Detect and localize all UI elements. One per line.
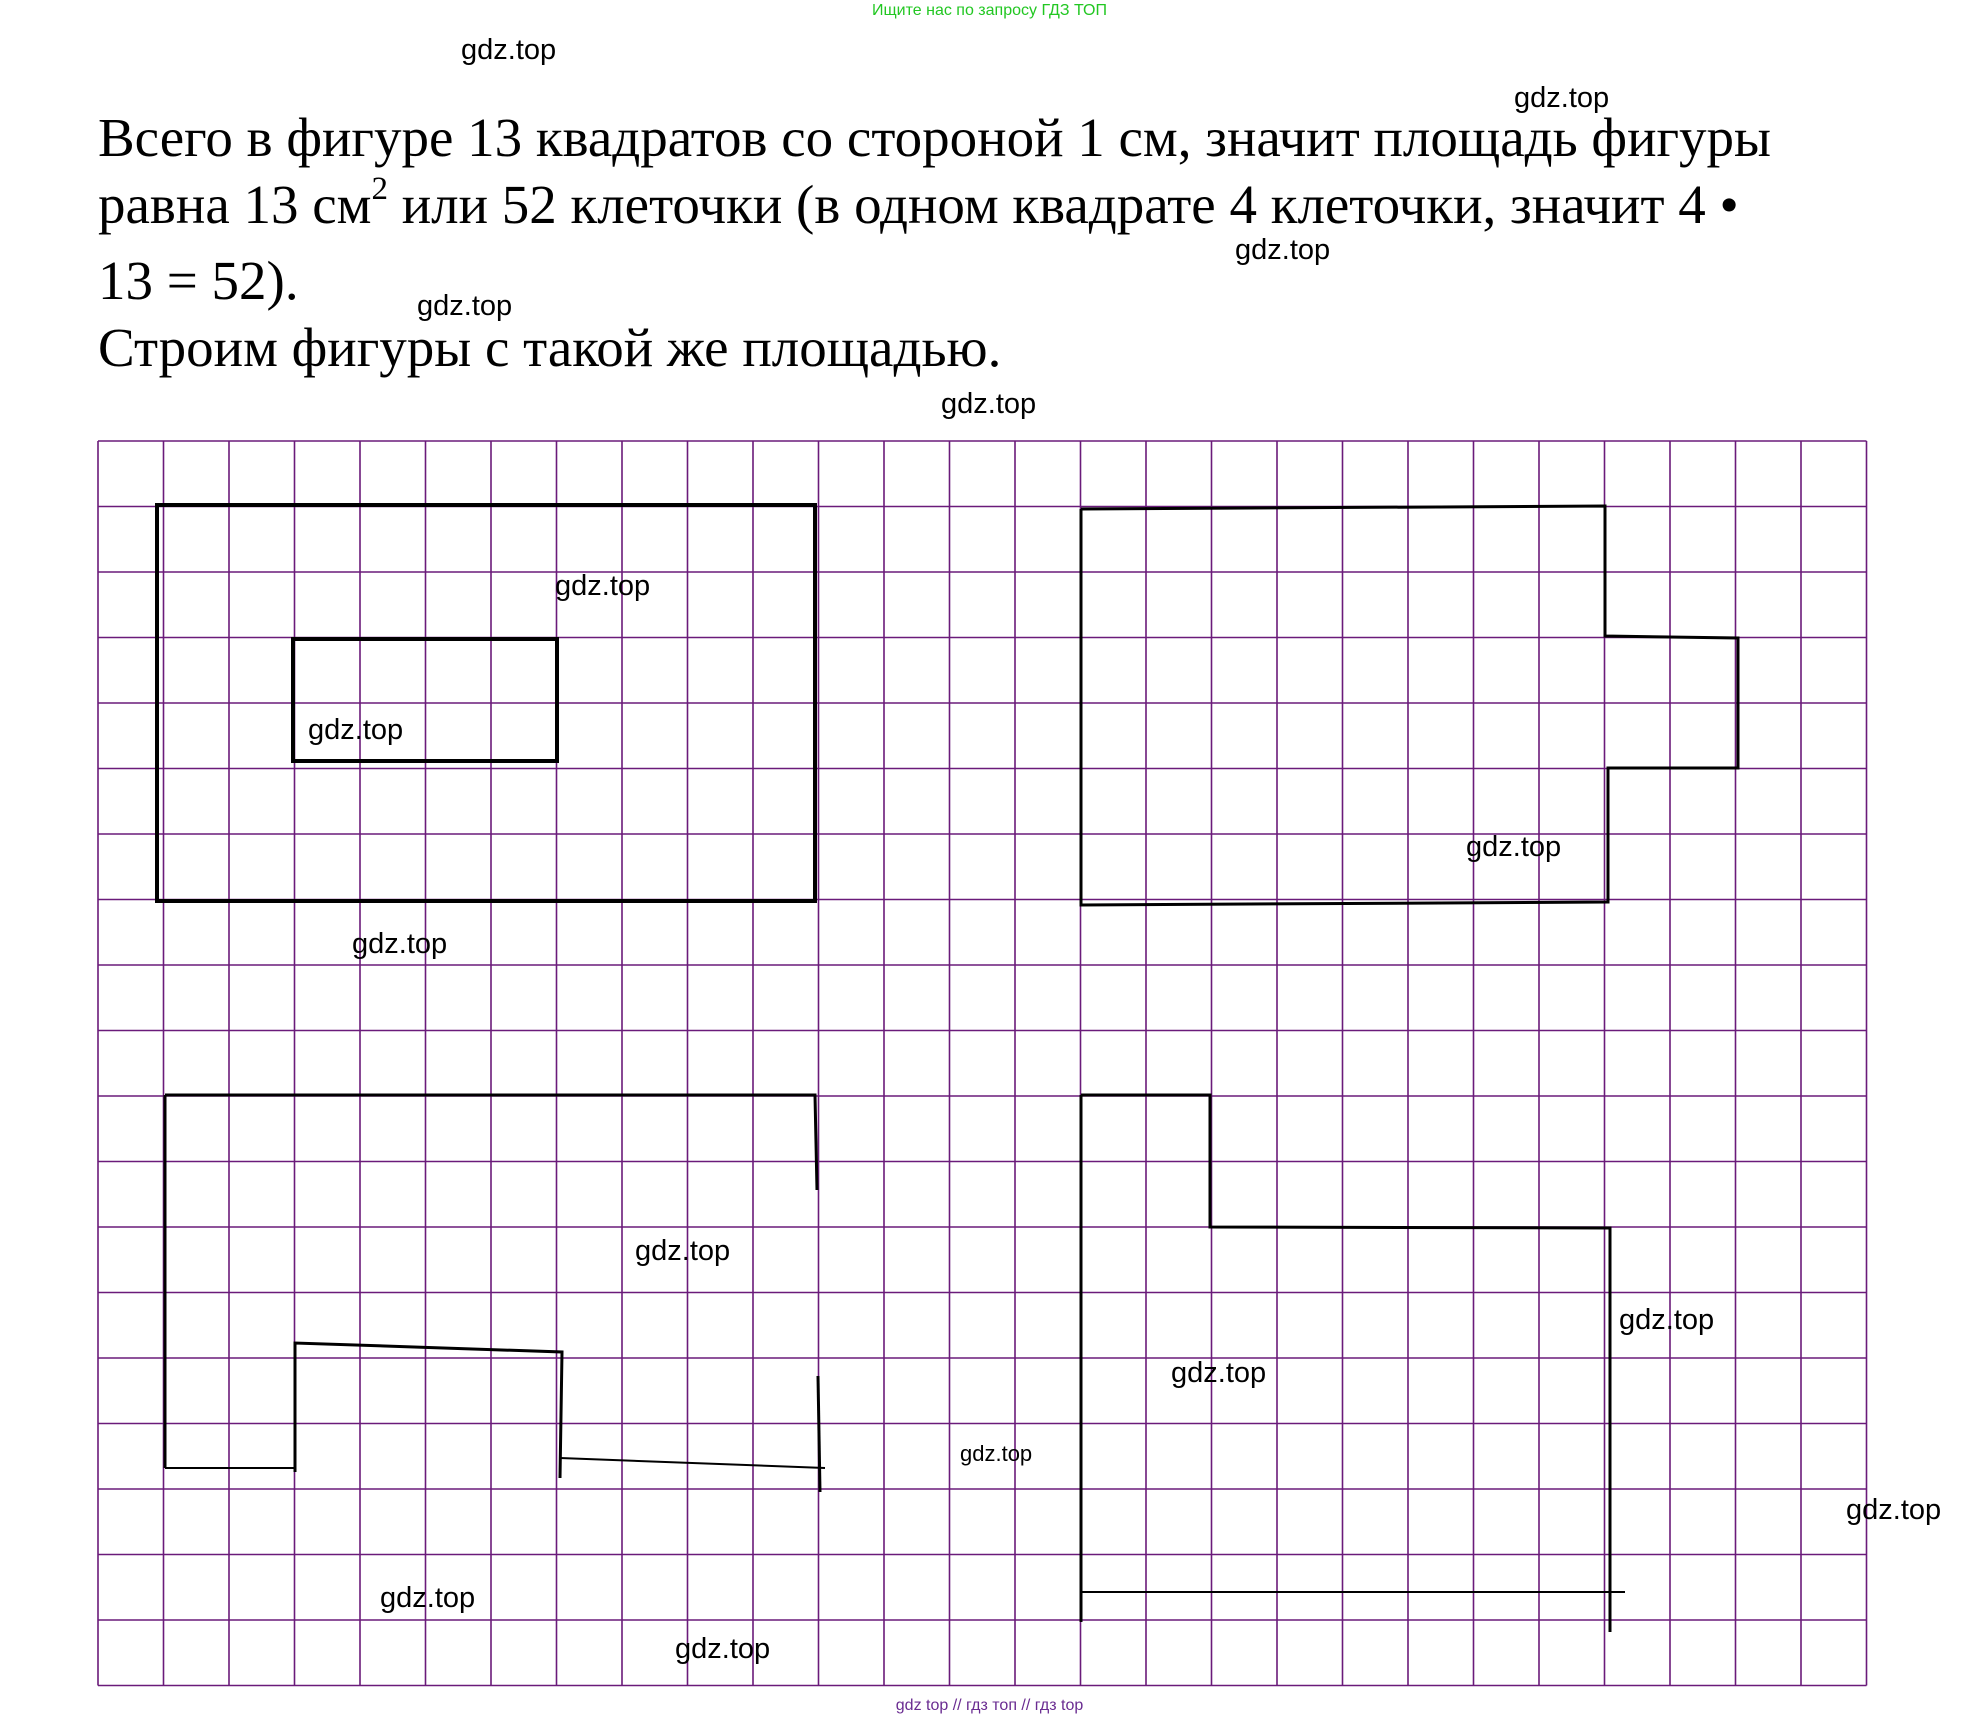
grid-lines (98, 441, 1867, 1686)
watermark: gdz.top (1235, 234, 1331, 266)
watermark: gdz.top (461, 34, 557, 66)
watermark: gdz.top (380, 1582, 476, 1614)
superscript-2: 2 (371, 171, 388, 207)
solution-line-3: 13 = 52). (98, 250, 299, 311)
figure-bottom-left-shape-right (818, 1376, 820, 1492)
watermark: gdz.top (352, 928, 448, 960)
watermark: gdz.top (675, 1633, 771, 1665)
watermark: gdz.top (941, 388, 1037, 420)
watermark: gdz.top (1619, 1304, 1715, 1336)
watermark: gdz.top (308, 714, 404, 746)
watermark: gdz.top (1514, 82, 1610, 114)
figure-bottom-left-shape-bottom2 (560, 1458, 825, 1468)
figure-step-shape (1081, 506, 1738, 905)
footer-links: gdz top // гдз топ // гдз top (895, 1697, 1084, 1714)
solution-line-1: Всего в фигуре 13 квадратов со стороной 1 см, значит площадь фигуры (98, 107, 1772, 168)
watermark: gdz.top (555, 570, 651, 602)
search-banner: Ищите нас по запросу ГДЗ ТОП (872, 2, 1107, 19)
figures (157, 505, 1738, 1632)
watermark: gdz.top (1846, 1494, 1942, 1526)
figure-bottom-right-shape (1081, 1095, 1610, 1632)
solution-line-2: равна 13 $см^2$ или 52 клеточки (в одном квадрате 4 клеточки, значит 4 • (98, 171, 1739, 235)
watermark: gdz.top (417, 290, 513, 322)
watermark: gdz.top (1171, 1357, 1267, 1389)
solution-line-4: Строим фигуры с такой же площадью. (98, 317, 1002, 378)
figure-bottom-left-shape-step (295, 1343, 562, 1478)
watermark: gdz.top (635, 1235, 731, 1267)
watermark: gdz.top (1466, 831, 1562, 863)
watermark: gdz.top (960, 1441, 1033, 1466)
